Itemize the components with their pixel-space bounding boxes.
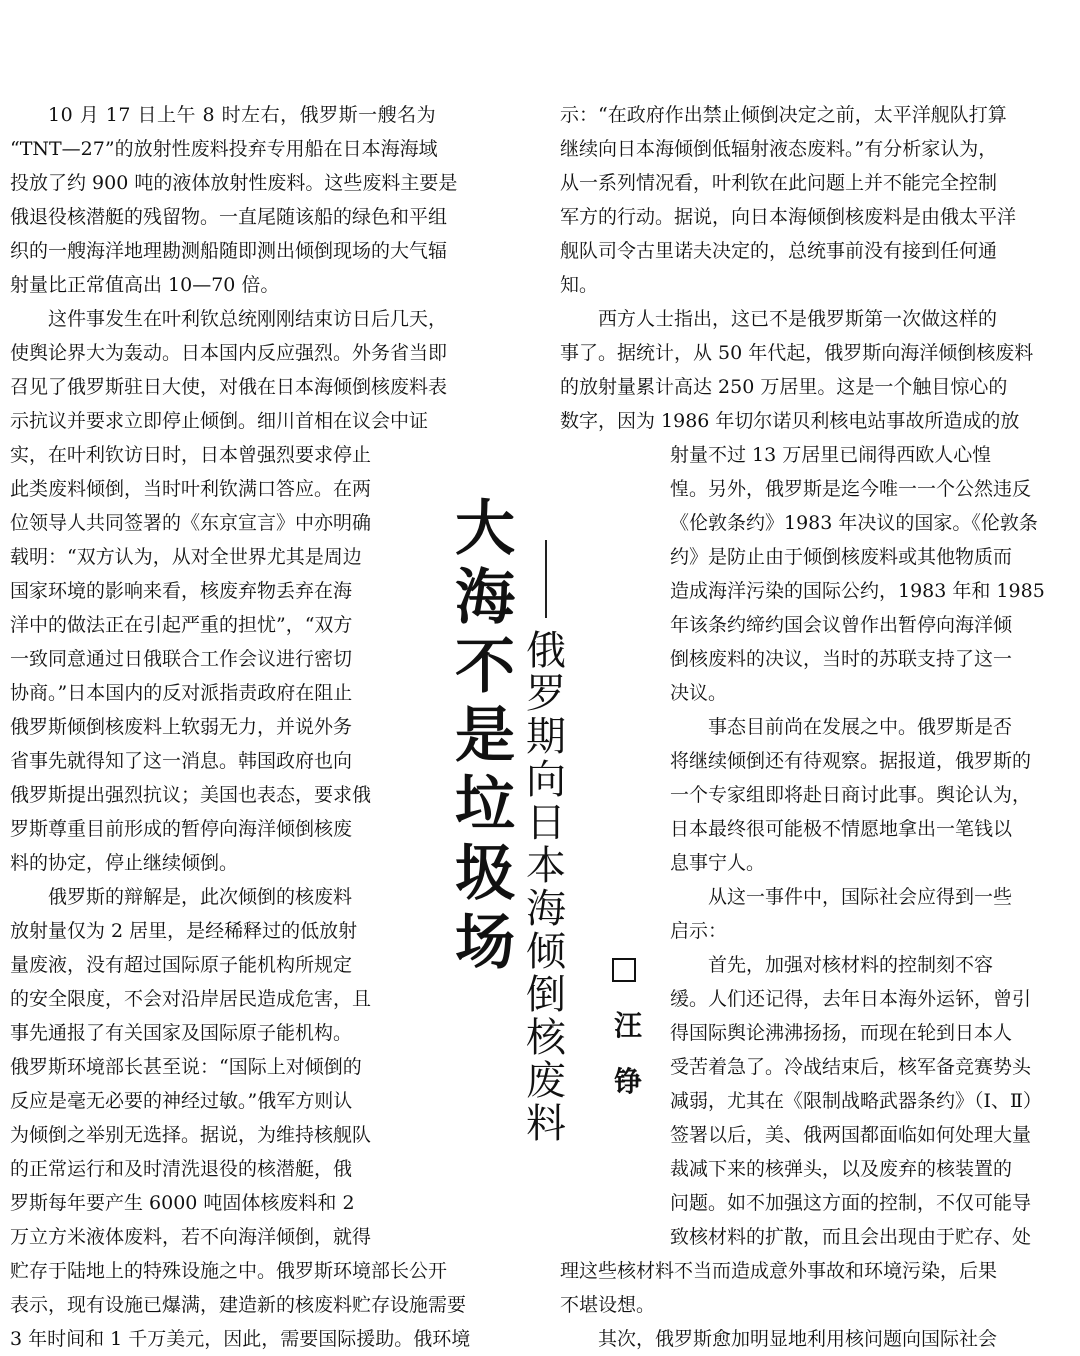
text-line: 受苦着急了。冷战结束后，核军备竞赛势头 [670,1056,1032,1078]
text-line: 问题。如不加强这方面的控制，不仅可能导 [670,1192,1032,1214]
text-line: 约》是防止由于倾倒核废料或其他物质而 [670,546,1013,568]
text-line: 息事宁人。 [670,852,766,874]
title-char: 垃 [455,770,515,840]
text-line: “TNT—27”的放射性废料投弃专用船在日本海海域 [10,138,438,160]
text-line: 事态目前尚在发展之中。俄罗斯是否 [708,716,1013,738]
title-char: 圾 [455,839,515,909]
text-line: 首先，加强对核材料的控制刻不容 [708,954,994,976]
left-column [10,98,518,1356]
text-line: 示：“在政府作出禁止倾倒决定之前，太平洋舰队打算 [560,104,1007,126]
text-line: 造成海洋污染的国际公约，1983 年和 1985 [670,580,1045,602]
subtitle-char: 日 [526,800,566,846]
text-line: 的安全限度，不会对沿岸居民造成危害，且 [10,988,372,1010]
text-line: 织的一艘海洋地理勘测船随即测出倾倒现场的大气辐 [10,240,448,262]
text-line: 俄罗斯环境部长甚至说：“国际上对倾倒的 [10,1056,362,1078]
text-line: 射量比正常值高出 10—70 倍。 [10,274,280,296]
text-line: 一个专家组即将赴日商讨此事。舆论认为， [670,784,1032,806]
text-line: 从一系列情况看，叶利钦在此问题上并不能完全控制 [560,172,998,194]
text-line: 缓。人们还记得，去年日本海外运钚，曾引 [670,988,1032,1010]
subtitle-char: 废 [526,1058,566,1104]
text-line: 量废液，没有超过国际原子能机构所规定 [10,954,353,976]
subtitle-char: 俄 [526,628,566,674]
text-line: 决议。 [670,682,728,704]
title-char: 场 [455,908,515,978]
title-char: 海 [455,563,515,633]
text-line: 料的协定，停止继续倾倒。 [10,852,239,874]
text-line: 为倾倒之举别无选择。据说，为维持核舰队 [10,1124,372,1146]
text-line: 洋中的做法正在引起严重的担忧”，“双方 [10,614,353,636]
text-line: 投放了约 900 吨的液体放射性废料。这些废料主要是 [10,172,458,194]
text-line: 俄罗斯提出强烈抗议；美国也表态，要求俄 [10,784,372,806]
text-line: 协商。”日本国内的反对派指责政府在阻止 [10,682,353,704]
text-line: 其次，俄罗斯愈加明显地利用核问题向国际社会 [598,1328,998,1350]
text-line: 舰队司令古里诺夫决定的，总统事前没有接到任何通 [560,240,998,262]
text-line: 此类废料倾倒，当时叶利钦满口答应。在两 [10,478,372,500]
text-line: 3 年时间和 1 千万美元，因此，需要国际援助。俄环境 [10,1328,471,1350]
text-line: 知。 [560,274,599,296]
text-line: 继续向日本海倾倒低辐射液态废料。”有分析家认为， [560,138,998,160]
text-line: 数字，因为 1986 年切尔诺贝利核电站事故所造成的放 [560,410,1020,432]
title-char: 是 [455,701,515,771]
text-line: 罗斯每年要产生 6000 吨固体核废料和 2 [10,1192,355,1214]
text-line: 西方人士指出，这已不是俄罗斯第一次做这样的 [598,308,998,330]
text-line: 倒核废料的决议，当时的苏联支持了这一 [670,648,1013,670]
title-char: 不 [455,632,515,702]
text-line: 致核材料的扩散，而且会出现由于贮存、处 [670,1226,1032,1248]
text-line: 表示，现有设施已爆满，建造新的核废料贮存设施需要 [10,1294,467,1316]
text-line: 将继续倾倒还有待观察。据报道，俄罗斯的 [670,750,1032,772]
right-column [560,98,1070,1356]
text-line: 罗斯尊重目前形成的暂停向海洋倾倒核废 [10,818,353,840]
text-line: 一致同意通过日俄联合工作会议进行密切 [10,648,353,670]
text-line: 示抗议并要求立即停止倾倒。细川首相在议会中证 [10,410,429,432]
text-line: 理这些核材料不当而造成意外事故和环境污染，后果 [560,1260,998,1282]
text-line: 省事先就得知了这一消息。韩国政府也向 [10,750,353,772]
text-line: 日本最终很可能极不情愿地拿出一笔钱以 [670,818,1013,840]
text-line: 得国际舆论沸沸扬扬，而现在轮到日本人 [670,1022,1013,1044]
text-line: 10 月 17 日上午 8 时左右，俄罗斯一艘名为 [48,104,437,126]
text-line: 位领导人共同签署的《东京宣言》中亦明确 [10,512,372,534]
article-title [450,495,520,978]
text-line: 俄退役核潜艇的残留物。一直尾随该船的绿色和平组 [10,206,448,228]
text-line: 军方的行动。据说，向日本海倾倒核废料是由俄太平洋 [560,206,1017,228]
text-line: 裁减下来的核弹头，以及废弃的核装置的 [670,1158,1013,1180]
text-line: 《伦敦条约》1983 年决议的国家。《伦敦条 [670,512,1038,534]
subtitle-char: 罗 [526,671,566,717]
text-line: 贮存于陆地上的特殊设施之中。俄罗斯环境部长公开 [10,1260,448,1282]
text-line: 减弱，尤其在《限制战略武器条约》（Ⅰ、Ⅱ） [670,1090,1042,1112]
subtitle-dash [545,540,547,618]
author-char: 铮 [613,1065,642,1098]
text-line: 事先通报了有关国家及国际原子能机构。 [10,1022,353,1044]
text-line: 年该条约缔约国会议曾作出暂停向海洋倾 [670,614,1013,636]
text-line: 惶。另外，俄罗斯是迄今唯一一个公然违反 [670,478,1032,500]
subtitle-char: 倒 [526,972,566,1018]
subtitle-char: 本 [526,843,566,889]
text-line: 射量不过 13 万居里已闹得西欧人心惶 [670,444,992,466]
text-line: 事了。据统计，从 50 年代起，俄罗斯向海洋倾倒核废料 [560,342,1034,364]
text-line: 放射量仅为 2 居里，是经稀释过的低放射 [10,920,358,942]
text-line: 俄罗斯倾倒核废料上软弱无力，并说外务 [10,716,353,738]
subtitle-char: 核 [526,1015,566,1061]
subtitle-char: 海 [526,886,566,932]
text-line: 俄罗斯的辩解是，此次倾倒的核废料 [48,886,353,908]
subtitle-char: 倾 [526,929,566,975]
text-line: 载明：“双方认为，从对全世界尤其是周边 [10,546,362,568]
text-line: 的放射量累计高达 250 万居里。这是一个触目惊心的 [560,376,1008,398]
subtitle-char: 向 [526,757,566,803]
subtitle-char: 期 [526,714,566,760]
text-line: 从这一事件中，国际社会应得到一些 [708,886,1013,908]
text-line: 的正常运行和及时清洗退役的核潜艇，俄 [10,1158,353,1180]
subtitle-char: 料 [526,1101,566,1147]
author-char: 汪 [613,1009,642,1042]
text-line: 这件事发生在叶利钦总统刚刚结束访日后几天， [48,308,448,330]
text-line: 不堪设想。 [560,1294,656,1316]
text-line: 反应是毫无必要的神经过敏。”俄军方则认 [10,1090,353,1112]
text-line: 召见了俄罗斯驻日大使，对俄在日本海倾倒核废料表 [10,376,448,398]
text-line: 实，在叶利钦访日时，日本曾强烈要求停止 [10,444,372,466]
text-line: 启示： [670,920,728,942]
text-line: 万立方米液体废料，若不向海洋倾倒，就得 [10,1226,372,1248]
text-line: 签署以后，美、俄两国都面临如何处理大量 [670,1124,1032,1146]
title-char: 大 [455,494,515,564]
text-line: 使舆论界大为轰动。日本国内反应强烈。外务省当即 [10,342,448,364]
text-line: 国家环境的影响来看，核废弃物丢弃在海 [10,580,353,602]
